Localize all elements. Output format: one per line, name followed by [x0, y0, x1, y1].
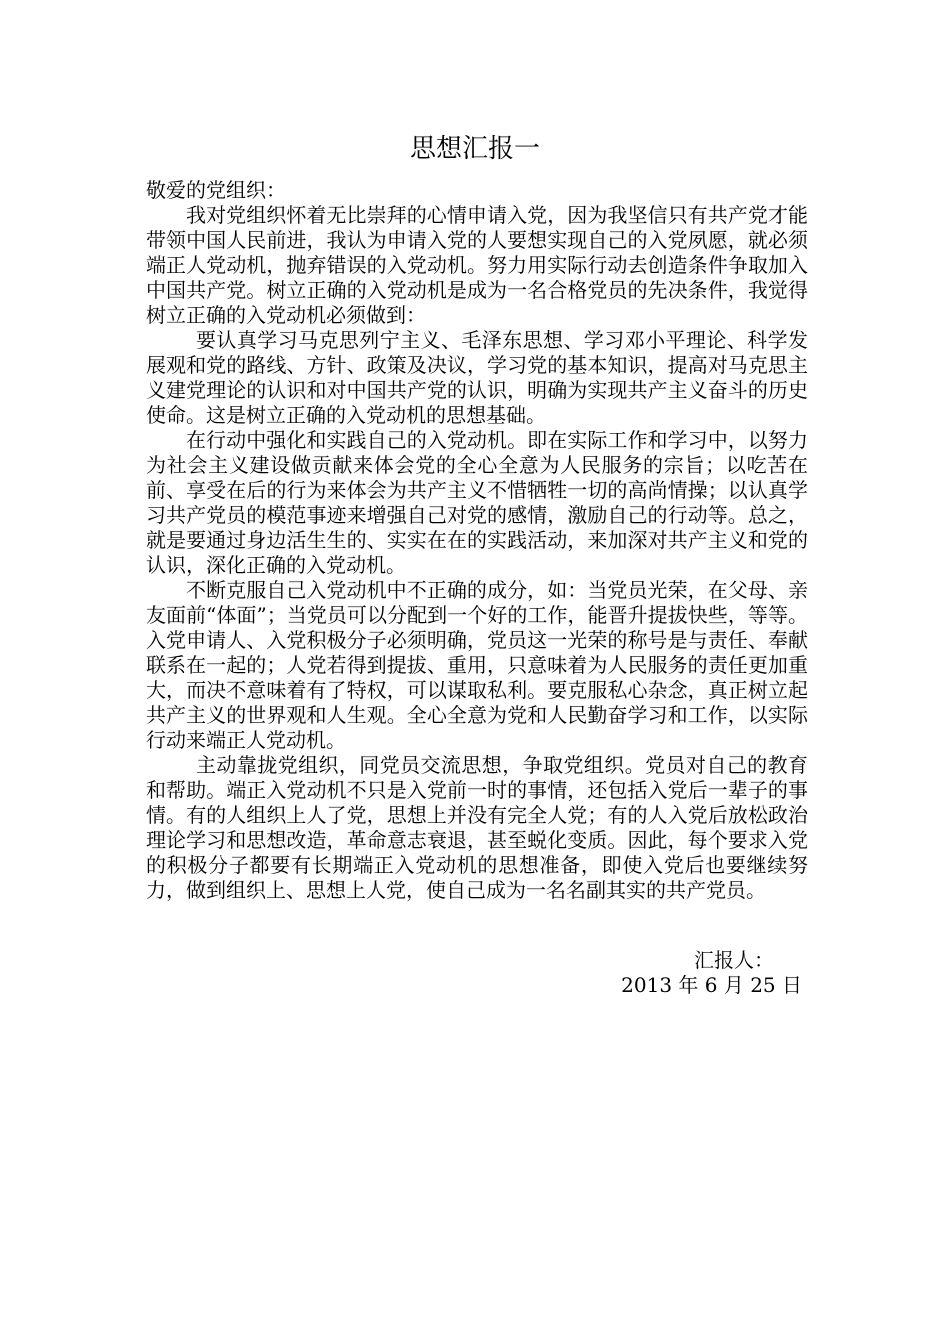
paragraph-4: 不断克服自己入党动机中不正确的成分，如：当党员光荣，在父母、亲友面前“体面”；当党员可以分配到一个好的工作，能晋升提拔快些，等等。入党申请人、入党积极分子必须明确，党员这一光荣的称号是与责任、奉献联系在一起的；人党若得到提拔、重用，只意味着为人民服务的责任更加重大，而决不意味着有了特权，可以谋取私利。要克服私心杂念，真正树立起共产主义的世界观和人生观。全心全意为党和人民勤奋学习和工作，以实际行动来端正人党动机。	[146, 578, 808, 752]
signature-block	[621, 948, 802, 998]
paragraph-2: 要认真学习马克思列宁主义、毛泽东思想、学习邓小平理论、科学发展观和党的路线、方针、政策及决议，学习党的基本知识，提高对马克思主义建党理论的认识和对中国共产党的认识，明确为实现共产主义奋斗的历史使命。这是树立正确的入党动机的思想基础。	[146, 328, 808, 427]
reporter-label: 汇报人：	[694, 948, 774, 972]
report-date: 2013 年 6 月 25 日	[621, 973, 802, 997]
salutation: 敬爱的党组织：	[146, 178, 286, 202]
paragraph-5: 主动靠拢党组织，同党员交流思想，争取党组织。党员对自己的教育和帮助。端正入党动机不只是入党前一时的事情，还包括入党后一辈子的事情。有的人组织上人了党，思想上并没有完全人党；有的人入党后放松政治理论学习和思想改造，革命意志衰退，甚至蜕化变质。因此，每个要求入党的积极分子都要有长期端正入党动机的思想准备，即使入党后也要继续努力，做到组织上、思想上人党，使自己成为一名名副其实的共产党员。	[146, 753, 808, 902]
paragraph-3: 在行动中强化和实践自己的入党动机。即在实际工作和学习中，以努力为社会主义建设做贡献来体会党的全心全意为人民服务的宗旨；以吃苦在前、享受在后的行为来体会为共产主义不惜牺牲一切的高尚情操；以认真学习共产党员的模范事迹来增强自己对党的感情，激励自己的行动等。总之，就是要通过身边活生生的、实实在在的实践活动，来加深对共产主义和党的认识，深化正确的入党动机。	[146, 428, 808, 577]
paragraph-1: 我对党组织怀着无比崇拜的心情申请入党，因为我坚信只有共产党才能带领中国人民前进，我认为申请入党的人要想实现自己的入党夙愿，就必须端正人党动机，抛弃错误的入党动机。努力用实际行动去创造条件争取加入中国共产党。树立正确的入党动机是成为一名合格党员的先决条件，我觉得树立正确的入党动机必须做到：	[146, 203, 808, 327]
document-title: 思想汇报一	[409, 134, 540, 164]
document-body	[146, 178, 808, 903]
